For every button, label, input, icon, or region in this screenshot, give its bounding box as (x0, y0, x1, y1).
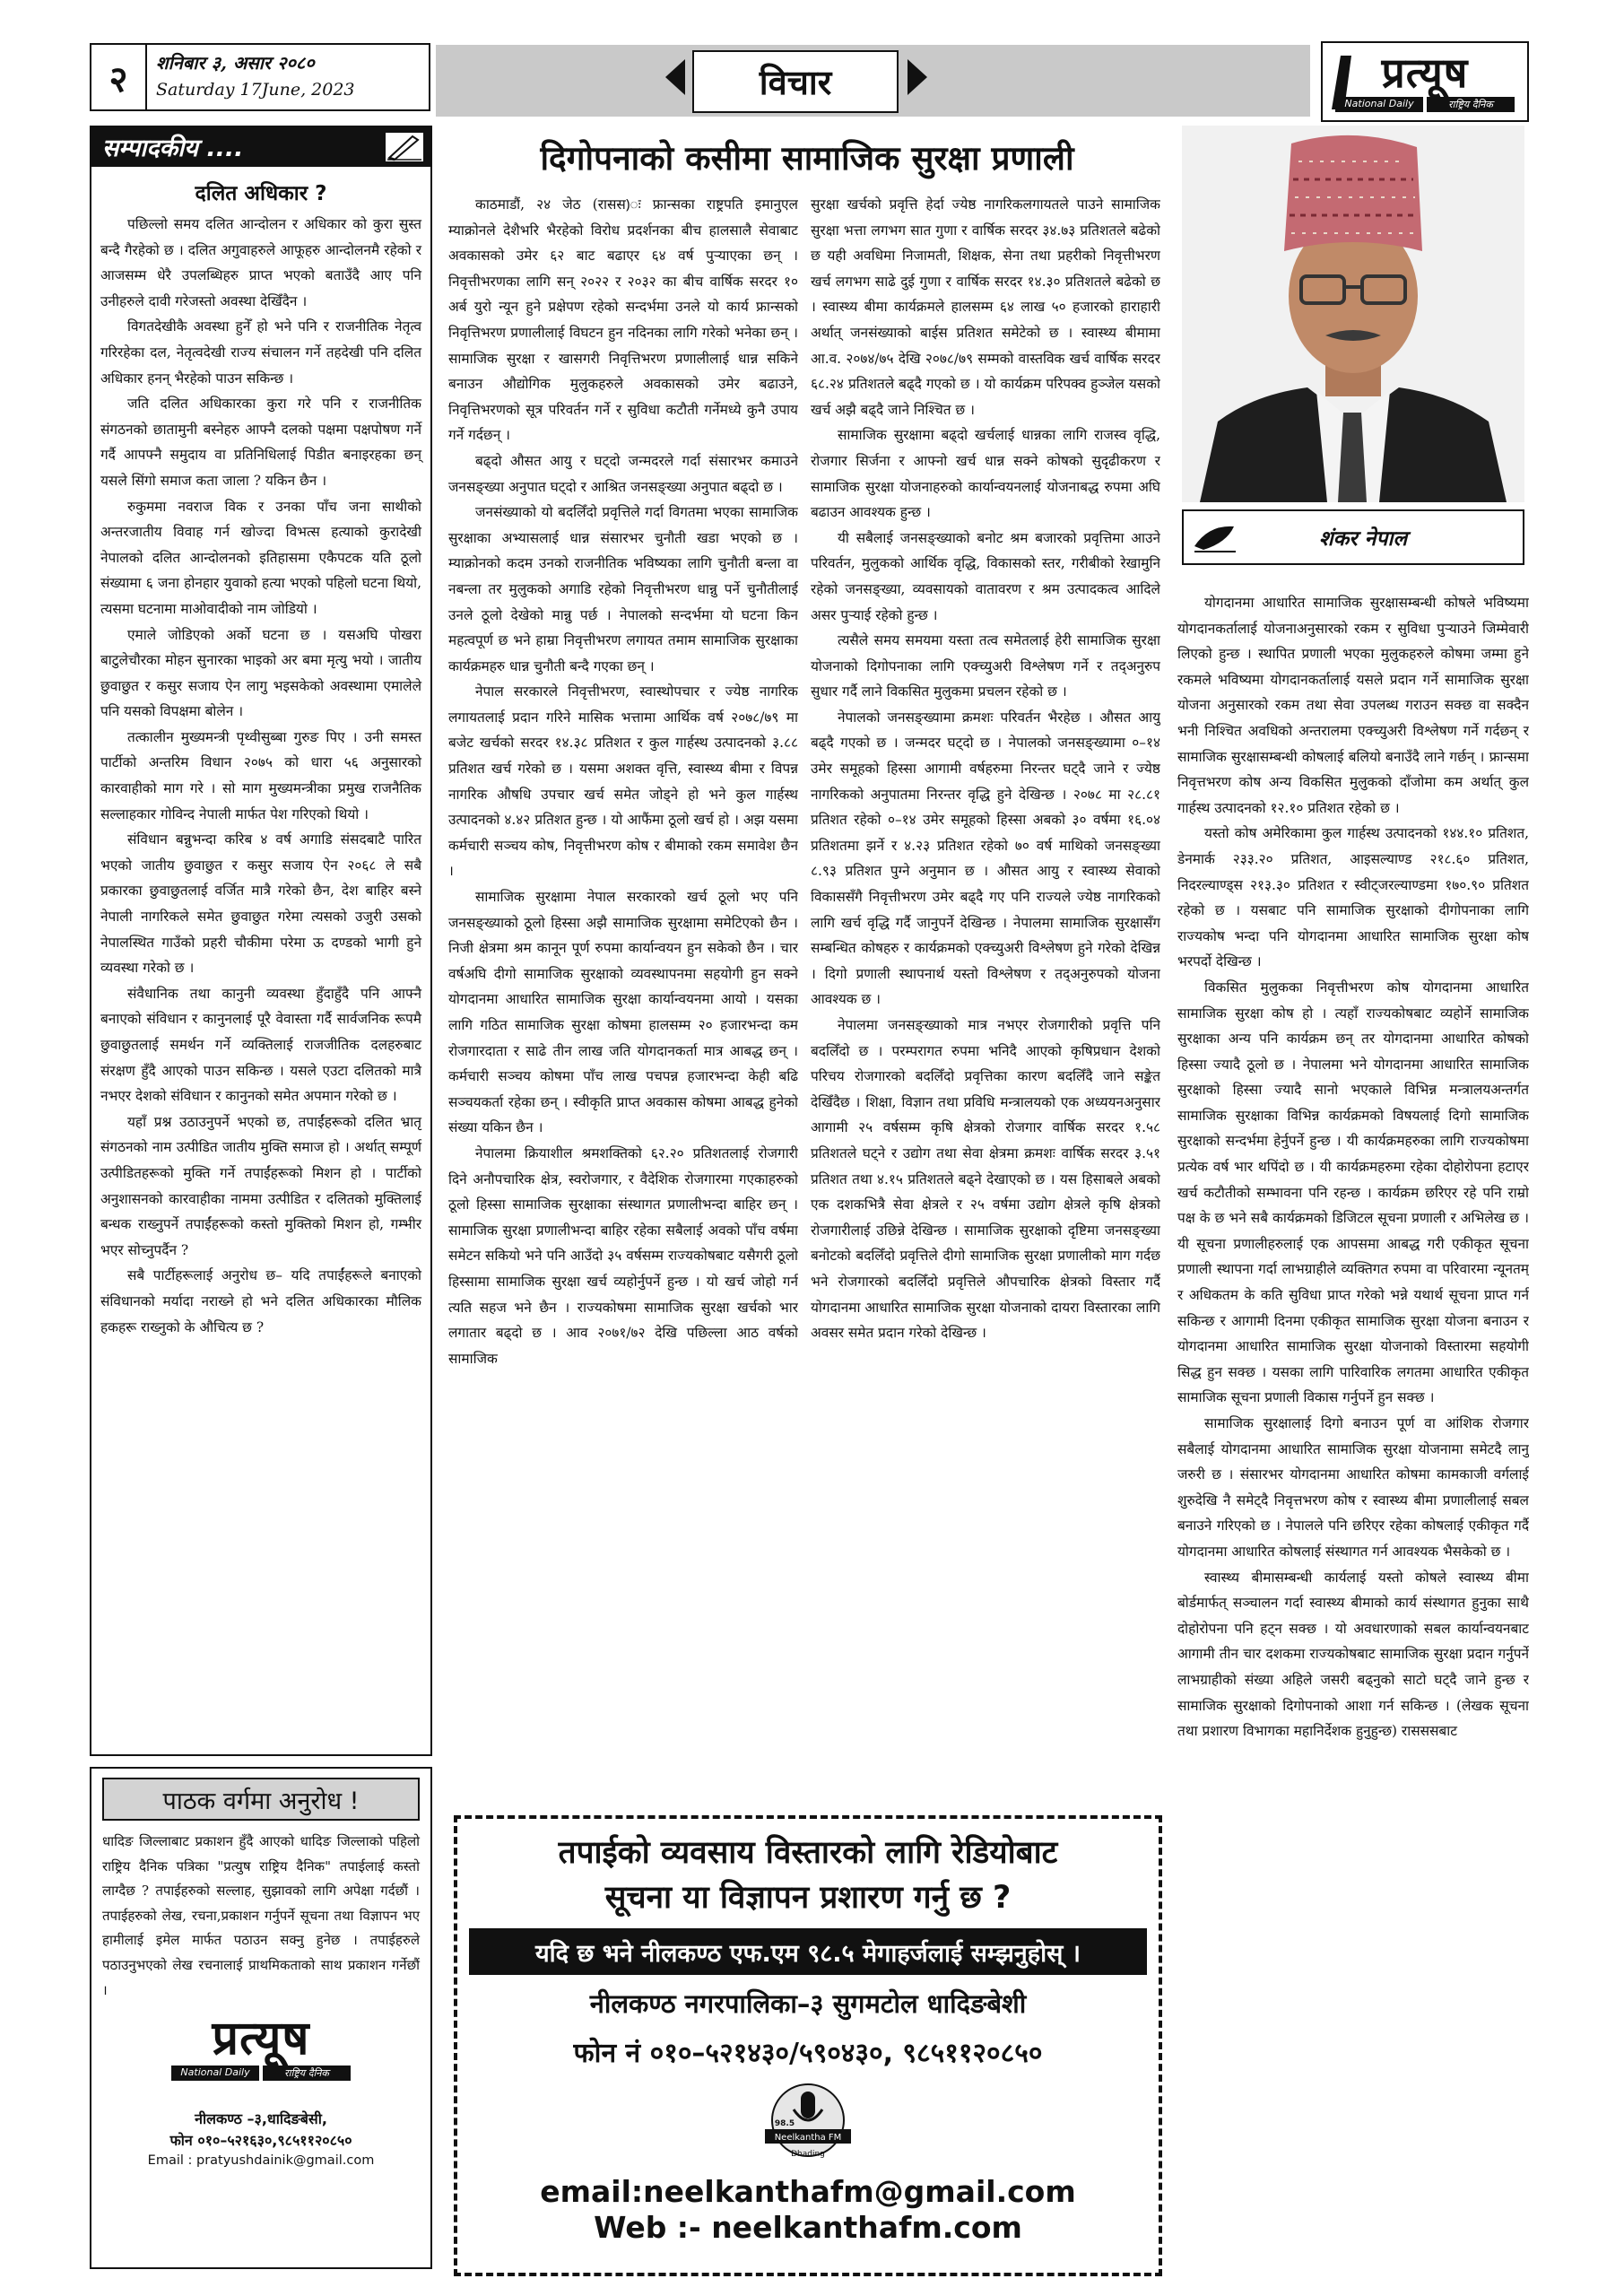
editorial-body (100, 212, 421, 1340)
paragraph: यहाँ प्रश्न उठाउनुपर्ने भएको छ, तपाईंहरूको दलित भ्रातृ संगठनको नाम उत्पीडित जातीय मुक्ति समाज हो । अर्थात् सम्पूर्ण उत्पीडितहरूको मुक्ति गर्ने तपाईंहरूको मिशन हो । पार्टीको अनुशासनको कारवाहीका नाममा उत्पीडित र दलितको मुक्तिलाई बन्धक राख्नुपर्ने तपाईंहरूको कस्तो मुक्तिको मिशन हो, गम्भीर भएर सोच्नुपर्दैन ? (100, 1113, 421, 1258)
editorial-heading (90, 126, 432, 167)
logo-sub-np: राष्ट्रिय दैनिक (1427, 97, 1515, 112)
paragraph: सामाजिक सुरक्षामा बढ्दो खर्चलाई धान्नका लागि राजस्व वृद्धि, रोजगार सिर्जना र आफ्नो खर्च धान्न सक्ने कोषको सुदृढीकरण र सामाजिक सुरक्षा योजनाहरुको कार्यान्वयनलाई योजनाबद्ध रुपमा अघि बढाउन आवश्यक हुन्छ । (811, 427, 1160, 521)
fm-logo (752, 2079, 864, 2165)
logo-subtitle (1335, 97, 1515, 112)
paragraph: विकसित मुलुकका निवृत्तीभरण कोष योगदानमा आधारित सामाजिक सुरक्षा कोष हो । त्यहाँ राज्यकोषबाट व्यहोर्ने सामाजिक सुरक्षाका अन्य पनि कार्यक्रम छन् तर योगदानमा आधारित कोषको हिस्सा ज्यादै ठूलो छ । नेपालमा भने योगदानमा आधारित सामाजिक सुरक्षाको हिस्सा ज्यादै सानो भएकाले विभिन्न मन्त्रालयअन्तर्गत सामाजिक सुरक्षाका विभिन्न कार्यक्रमको विषयलाई दिगो सामाजिक सुरक्षाको सन्दर्भमा हेर्नुपर्ने हुन्छ । यी कार्यक्रमहरुका लागि राज्यकोषमा प्रत्येक वर्ष भार थपिंदो छ । यी कार्यक्रमहरुमा रहेका दोहोरोपना हटाएर खर्च कटौतीको सम्भावना पनि रहन्छ । कार्यक्रम छरिएर रहे पनि राम्रो पक्ष के छ भने सबै कार्यक्रमको डिजिटल सूचना प्रणाली र अभिलेख छ । यी सूचना प्रणालीहरुलाई एक आपसमा आबद्ध गरी एकीकृत सूचना प्रणाली स्थापना गर्दा लाभग्राहीले व्यक्तिगत रुपमा वा परिवारमा न्यूनतम् र अधिकतम के कति सुविधा प्राप्त गरेको भन्ने यथार्थ सूचना प्राप्त गर्न सकिन्छ र आगामी दिनमा एकीकृत सामाजिक सुरक्षा योजना बनाउन र योगदानमा आधारित सामाजिक सुरक्षा योजनाको विस्तारमा सहयोगी सिद्ध हुन सक्छ । यसका लागि पारिवारिक लगतमा आधारित एकीकृत सामाजिक सूचना प्रणाली विकास गर्नुपर्ने हुन सक्छ । (1177, 978, 1529, 1406)
date-text (147, 45, 364, 109)
paragraph: विगतदेखीकै अवस्था हुनेँ हो भने पनि र राजनीतिक नेतृत्व गरिरहेका दल, नेतृत्वदेखी राज्य संचालन गर्ने तहदेखी पनि दलित अधिकार हनन् भैरहेको पाउन सकिन्छ । (100, 318, 421, 387)
date-english: Saturday 17June, 2023 (156, 80, 355, 100)
ad-line-3: यदि छ भने नीलकण्ठ एफ.एम ९८.५ मेगाहर्जलाई सम्झनुहोस् । (469, 1928, 1147, 1975)
author-photo (1182, 126, 1524, 502)
paragraph: सामाजिक सुरक्षालाई दिगो बनाउन पूर्ण वा आंशिक रोजगार सबैलाई योगदानमा आधारित सामाजिक सुरक्षा योजनामा समेटदै लानु जरुरी छ । संसारभर योगदानमा आधारित कोषमा कामकाजी वर्गलाई शुरुदेखि नै समेट्दै निवृत्तभरण कोष र स्वास्थ्य बीमा प्रणालीलाई सबल बनाउने गरिएको छ । नेपालले पनि छरिएर रहेका कोषलाई एकीकृत गर्दै योगदानमा आधारित कोषलाई संस्थागत गर्न आवश्यक भैसकेको छ । (1177, 1415, 1529, 1560)
reader-request-logo (162, 2012, 360, 2101)
reader-logo-sub-np: राष्ट्रिय दैनिक (263, 2066, 351, 2081)
paragraph: जति दलित अधिकारका कुरा गरे पनि र राजनीतिक संगठनको छातामुनी बस्नेहरु आफ्नै दलको पक्षमा पक्षपोषण गर्ने गर्दै आपफ्नै समुदाय वा प्रतिनिधिलाई पिडीत बनाइरहका छन् यसले सिंगो समाज कता जाला ? यकिन छैन । (100, 396, 421, 489)
reader-request-address (99, 2109, 423, 2152)
pen-nib-icon (1191, 519, 1239, 555)
ad-line-2: सूचना या विज्ञापन प्रशारण गर्नु छ ? (604, 1880, 1012, 1916)
paragraph: संविधान बन्नुभन्दा करिब ४ वर्ष अगाडि संसदबाटै पारित भएको जातीय छुवाछुत र कसुर सजाय ऐन २०६८ ले सबै प्रकारका छुवाछुतलाई वर्जित मात्रै गरेको छैन, देश बाहिर बस्ने नेपाली नागरिकले समेत छुवाछुत गरेमा त्यसको उजुरी उसको नेपालस्थित गाउँको प्रहरी चौकीमा परेमा ऊ दण्डको भागी हुने व्यवस्था गरेको छ । (100, 831, 421, 977)
paragraph: सुरक्षा खर्चको प्रवृत्ति हेर्दा ज्येष्ठ नागरिकलगायतले पाउने सामाजिक सुरक्षा भत्ता लगभग सात गुणा र वार्षिक सरदर ३४.७३ प्रतिशतले बढेको छ यही अवधिमा निजामती, शिक्षक, सेना तथा प्रहरीको निवृत्तीभरण खर्च लगभग साढे दुई गुणा र वार्षिक सरदर १४.३० प्रतिशतले बढेको छ । स्वास्थ्य बीमा कार्यक्रमले हालसम्म ६४ लाख ५० हजारको हाराहारी अर्थात् जनसंख्याको बाईस प्रतिशत समेटेको छ । स्वास्थ्य बीमामा आ.व. २०७४/७५ देखि २०७८/७९ सम्मको वास्तविक खर्च वार्षिक सरदर ६८.२४ प्रतिशतले बढ्दै गएको छ । यो कार्यक्रम परिपक्व हुञ्जेल यसको खर्च अझै बढ्दै जाने निश्चित छ । (811, 196, 1160, 418)
ad-line-1: तपाईको व्यवसाय विस्तारको लागि रेडियोबाट (558, 1835, 1058, 1871)
paragraph: यी सबैलाई जनसङ्ख्याको बनोट श्रम बजारको प्रवृत्तिमा आउने परिवर्तन, मुलुकको आर्थिक वृद्धि, विकासको स्तर, गरीबीको रेखामुनि रहेको जनसङ्ख्या, व्यवसायको वातावरण र श्रम उत्पादकत्व आदिले असर पुऱ्याई रहेको हुन्छ । (811, 529, 1160, 623)
reader-request-email[interactable]: Email : pratyushdainik@gmail.com (147, 2153, 375, 2169)
ad-line-5: फोन नं ०१०–५२१४३०/५९०४३०, ९८५११२०८५० (573, 2038, 1043, 2069)
pen-icon (386, 133, 423, 161)
paragraph: यस्तो कोष अमेरिकामा कुल गार्हस्थ उत्पादनको १४४.१० प्रतिशत, डेनमार्क २३३.२० प्रतिशत, आइसल्याण्ड २१८.६० प्रतिशत, निदरल्याण्ड्स २१३.३० प्रतिशत र स्वीट्जरल्याण्डमा १७०.९० प्रतिशत रहेको छ । यसबाट पनि सामाजिक सुरक्षाको दीगोपनाका लागि राज्यकोष भन्दा पनि योगदानमा आधारित सामाजिक सुरक्षा कोष भरपर्दो देखिन्छ । (1177, 825, 1529, 970)
article-column-1 (448, 192, 798, 1806)
article-title: दिगोपनाको कसीमा सामाजिक सुरक्षा प्रणाली (540, 138, 1074, 178)
ad-website[interactable]: Web :- neelkanthafm.com (594, 2210, 1022, 2245)
article-column-2 (811, 192, 1160, 1806)
date-box (90, 43, 430, 111)
section-title: विचार (692, 50, 899, 113)
reader-logo-title: प्रत्यूष (212, 2012, 310, 2066)
arrow-left-icon (665, 59, 685, 95)
paragraph: योगदानमा आधारित सामाजिक सुरक्षासम्बन्धी कोषले भविष्यमा योगदानकर्तालाई योजनाअनुसारको रकम र सुविधा पुऱ्याउने जिम्मेवारी लिएको हुन्छ । स्थापित प्रणाली भएका मुलुकहरुले कोषमा जम्मा हुने रकमले भविष्यमा योगदानकर्तालाई यसले प्रदान गर्ने सामाजिक सुरक्षा योजना अनुसारको रकम तथा सेवा उपलब्ध गराउन सक्छ वा सक्दैन भनी निश्चित अवधिको अन्तरालमा एक्च्युअरी विश्लेषण गर्ने गर्दछन् र सामाजिक सुरक्षासम्बन्धी कोषलाई बलियो बनाउँदै लाने गर्छन् । फ्रान्समा निवृत्तभरण कोष अन्य विकसित मुलुकको दाँजोमा कम अर्थात् कुल गार्हस्थ उत्पादनको १२.१० प्रतिशत रहेको छ । (1177, 595, 1529, 816)
date-nepali: शनिबार ३, असार २०८० (156, 52, 315, 74)
editorial-title: दलित अधिकार ? (195, 182, 327, 205)
arrow-right-icon (908, 59, 927, 95)
paragraph: स्वास्थ्य बीमासम्बन्धी कार्यलाई यस्तो कोषले स्वास्थ्य बीमा बोर्डमार्फत् सञ्चालन गर्दा स्वास्थ्य बीमाको कार्य संस्थागत हुनुका साथै दोहोरोपना पनि हट्न सक्छ । यो अवधारणाको सबल कार्यान्वयनबाट आगामी तीन चार दशकमा राज्यकोषबाट सामाजिक सुरक्षा प्रदान गर्नुपर्ने लाभग्राहीको संख्या अहिले जसरी बढ्नुको साटो घट्दै जाने हुन्छ र सामाजिक सुरक्षाको दिगोपनाको आशा गर्न सकिन्छ । (लेखक सूचना तथा प्रशारण विभागका महानिर्देशक हुनुहुन्छ) रासससबाट (1177, 1569, 1529, 1740)
reader-logo-subtitle (171, 2066, 351, 2081)
logo-mark-icon (1328, 50, 1355, 113)
reader-logo-sub-en: National Daily (171, 2066, 259, 2081)
ad-line-4: नीलकण्ठ नगरपालिका–३ सुगमटोल धादिङबेशी (589, 1988, 1027, 2019)
fm-logo-sub: Dhading (791, 2150, 825, 2159)
paragraph: तत्कालीन मुख्यमन्त्री पृथ्वीसुब्बा गुरुङ पिए । उनी समस्त पार्टीको अन्तरिम विधान २०७५ को धारा ५६ अनुसारको कारवाहीको माग गरे । सो माग मुख्यमन्त्रीका प्रमुख राजनैतिक सल्लाहकार गोविन्द नेपाली मार्फत पेश गरिएको थियो । (100, 728, 421, 822)
fm-logo-text: Neelkantha FM (774, 2133, 842, 2143)
logo-title: प्रत्यूष (1381, 48, 1469, 97)
paragraph: काठमाडौं, २४ जेठ (रासस)ः फ्रान्सका राष्ट्रपति इमानुएल म्याक्रोनले देशैभरि भैरहेको विरोध प्रदर्शनका बीच हालसालै सेवाबाट अवकासको उमेर ६२ बाट बढाएर ६४ वर्ष पुऱ्याएका छन् । निवृत्तीभरणका लागि सन् २०२२ र २०३२ का बीच वार्षिक सरदर १० अर्ब युरो न्यून हुने प्रक्षेपण रहेको सन्दर्भमा उनले यो कार्य फ्रान्सको निवृत्तिभरण प्रणालीलाई विघटन हुन नदिनका लागि गरेको भनेका छन् । सामाजिक सुरक्षा र खासगरी निवृत्तिभरण प्रणालीलाई धान्न सकिने बनाउन औद्योगिक मुलुकहरुले अवकासको उमेर बढाउने, निवृत्तिभरणको सूत्र परिवर्तन गर्ने र सुविधा कटौती गर्नेमध्ये कुनै उपाय गर्ने गर्दछन् । (448, 196, 798, 444)
paragraph: नेपालमा जनसङ्ख्याको मात्र नभएर रोजगारीको प्रवृत्ति पनि बदलिँदो छ । परम्परागत रुपमा भनिदै आएको कृषिप्रधान देशको परिचय रोजगारको बदलिँदो प्रवृत्तिका कारण बदलिँदै जाने सङ्केत देखिँदैछ । शिक्षा, विज्ञान तथा प्रविधि मन्त्रालयको एक अध्ययनअनुसार आगामी २५ वर्षसम्म कृषि क्षेत्रको रोजगार वार्षिक सरदर १.५८ प्रतिशतले घट्ने र उद्योग तथा सेवा क्षेत्रमा क्रमशः वार्षिक सरदर ३.५१ प्रतिशत तथा ४.१५ प्रतिशतले बढ्ने देखाएको छ । यस हिसाबले अबको एक दशकभित्रै सेवा क्षेत्रले र २५ वर्षमा उद्योग क्षेत्रले कृषि क्षेत्रको रोजगारीलाई उछिन्ने देखिन्छ । सामाजिक सुरक्षाको दृष्टिमा जनसङ्ख्या बनोटको बदलिँदो प्रवृत्तिले दीगो सामाजिक सुरक्षा प्रणालीको माग गर्दछ भने रोजगारको बदलिँदो प्रवृत्तिले औपचारिक क्षेत्रको विस्तार गर्दै योगदानमा आधारित सामाजिक सुरक्षा योजनाको दायरा विस्तारका लागि अवसर समेत प्रदान गरेको देखिन्छ । (811, 1017, 1160, 1342)
article-column-3 (1177, 590, 1529, 2276)
reader-request-box (90, 1767, 432, 2269)
editorial-box (90, 167, 432, 1756)
editorial-heading-text: सम्पादकीय .... (102, 134, 244, 162)
author-name: शंकर नेपाल (1318, 527, 1408, 551)
logo-sub-en: National Daily (1335, 97, 1423, 112)
radio-advertisement (454, 1815, 1162, 2276)
paragraph: नेपाल सरकारले निवृत्तीभरण, स्वास्थोपचार र ज्येष्ठ नागरिक लगायतलाई प्रदान गरिने मासिक भत्तामा आर्थिक वर्ष २०७८/७९ मा बजेट खर्चको सरदर १४.३८ प्रतिशत र कुल गार्हस्थ उत्पादनको ३.८८ प्रतिशत खर्च गरेको छ । यसमा अशक्त वृत्ति, स्वास्थ्य बीमा र विपन्न नागरिक औषधि उपचार खर्च समेत जोड्ने हो भने कुल गार्हस्थ उत्पादनको ४.४२ प्रतिशत हुन्छ । यो आफैंमा ठूलो खर्च हो । अझ यसमा कर्मचारी सञ्चय कोष, निवृत्तीभरण कोष र बीमाको रकम समावेश छैन । (448, 683, 798, 880)
page-number: २ (91, 45, 147, 109)
author-byline (1182, 509, 1524, 565)
phone-line: फोन ०१०–५२१६३०,९८५११२०८५० (169, 2132, 352, 2150)
paragraph: नेपालको जनसङ्ख्यामा क्रमशः परिवर्तन भैरहेछ । औसत आयु बढ्दै गएको छ । जन्मदर घट्दो छ । नेपालको जनसङ्ख्यामा ०–१४ उमेर समूहको हिस्सा आगामी वर्षहरुमा निरन्तर घट्दै जाने र ज्येष्ठ नागरिकको अनुपातमा निरन्तर वृद्धि हुने देखिन्छ । २०७८ मा २८.८१ प्रतिशत रहेको ०–१४ उमेर समूहको हिस्सा अबको ३० वर्षमा १६.०४ प्रतिशतमा झर्ने र ४.२३ प्रतिशत रहेको ७० वर्ष माथिको जनसङ्ख्या ८.९३ प्रतिशत पुग्ने अनुमान छ । औसत आयु र स्वास्थ्य सेवाको विकाससँगै निवृत्तीभरण उमेर बढ्दै गए पनि राज्यले ज्येष्ठ नागरिकको लागि खर्च वृद्धि गर्दै जानुपर्ने देखिन्छ । नेपालमा सामाजिक सुरक्षासँग सम्बन्धित कोषहरु र कार्यक्रमको एक्च्युअरी विश्लेषण हुने गरेको देखिन्न । दिगो प्रणाली स्थापनार्थ यस्तो विश्लेषण र तद्अनुरुपको योजना आवश्यक छ । (811, 709, 1160, 1008)
paragraph: सबै पार्टीहरूलाई अनुरोध छ– यदि तपाईंहरूले बनाएको संविधानको मर्यादा नराख्ने हो भने दलित अधिकारका मौलिक हकहरू राख्नुको के औचित्य छ ? (100, 1267, 421, 1335)
author-portrait-icon (1182, 126, 1524, 502)
paragraph: नेपालमा क्रियाशील श्रमशक्तिको ६२.२० प्रतिशतलाई रोजगारी दिने अनौपचारिक क्षेत्र, स्वरोजगार, र वैदेशिक रोजगारमा गएकाहरुको ठूलो हिस्सा सामाजिक सुरक्षाका संस्थागत प्रणालीभन्दा बाहिर छन् । सामाजिक सुरक्षा प्रणालीभन्दा बाहिर रहेका सबैलाई अवको पाँच वर्षमा समेटन सकियो भने पनि आउँदो ३५ वर्षसम्म राज्यकोषबाट यसैगरी ठूलो हिस्सामा सामाजिक सुरक्षा खर्च व्यहोर्नुपर्ने हुन्छ । यो खर्च जोहो गर्न त्यति सहज भने छैन । राज्यकोषमा सामाजिक सुरक्षा खर्चको भार लगातार बढ्दो छ । आव २०७१/७२ देखि पछिल्ला आठ वर्षको सामाजिक (448, 1144, 798, 1367)
masthead-logo (1321, 41, 1529, 122)
reader-request-text: धादिङ जिल्लाबाट प्रकाशन हुँदै आएको धादिङ जिल्लाको पहिलो राष्ट्रिय दैनिक पत्रिका "प्रत्युष राष्ट्रिय दैनिक" तपाईलाई कस्तो लाग्दैछ ? तपाईहरुको सल्लाह, सुझावको लागि अपेक्षा गर्दछौं । तपाईहरुको लेख, रचना,प्रकाशन गर्नुपर्ने सूचना तथा विज्ञापन भए हामीलाई इमेल मार्फत पठाउन सक्नु हुनेछ । तपाईहरुले पठाउनुभएको लेख रचनालाई प्राथमिकताको साथ प्रकाशन गर्नेछौं । (102, 1833, 420, 1998)
paragraph: पछिल्लो समय दलित आन्दोलन र अधिकार को कुरा सुस्त बन्दै गैरहेको छ । दलित अगुवाहरुले आफूहरु आन्दोलनमै रहेको र आजसम्म धेरै उपलब्धिहरु प्राप्त भएको बताउँदै आए पनि उनीहरुले दावी गरेजस्तो अवस्था देखिँदैन । (100, 216, 421, 309)
paragraph: एमाले जोडिएको अर्को घटना छ । यसअघि पोखरा बाटुलेचौरका मोहन सुनारका भाइको अर बमा मृत्यु भयो । जातीय छुवाछुत र कसुर सजाय ऐन लागु भइसकेको अवस्थामा एमालेले पनि यसको विपक्षमा बोलेन । (100, 626, 421, 720)
fm-logo-freq: 98.5 (774, 2119, 795, 2128)
paragraph: बढ्दो औसत आयु र घट्दो जन्मदरले गर्दा संसारभर कमाउने जनसङ्ख्या अनुपात घट्दो र आश्रित जनसङ्ख्या अनुपात बढ्दो छ । (448, 452, 798, 495)
paragraph: संवैधानिक तथा कानुनी व्यवस्था हुँदाहुँदै पनि आफ्नै बनाएको संविधान र कानुनलाई पूरै वेवास्ता गर्दै सार्वजनिक रूपमै छुवाछुतलाई समर्थन गर्ने व्यक्तिलाई राजजीतिक दलहरुबाट संरक्षण हुँदै आएको पाउन सकिन्छ । यसले एउटा दलितको मात्रै नभएर देशको संविधान र कानुनको समेत अपमान गरेको छ । (100, 985, 421, 1105)
address-line: नीलकण्ठ –३,धादिङबेसी, (195, 2110, 327, 2128)
ad-email[interactable]: email:neelkanthafm@gmail.com (540, 2174, 1076, 2209)
paragraph: सामाजिक सुरक्षामा नेपाल सरकारको खर्च ठूलो भए पनि जनसङ्ख्याको ठूलो हिस्सा अझै सामाजिक सुरक्षामा समेटिएको छैन । निजी क्षेत्रमा श्रम कानून पूर्ण रुपमा कार्यान्वयन हुन सकेको छैन । चार वर्षअघि दीगो सामाजिक सुरक्षाको व्यवस्थापनमा सहयोगी हुन सक्ने योगदानमा आधारित सामाजिक सुरक्षा कार्यान्वयनमा आयो । यसका लागि गठित सामाजिक सुरक्षा कोषमा हालसम्म २० हजारभन्दा कम रोजगारदाता र साढे तीन लाख जति योगदानकर्ता मात्र आबद्ध छन् । कर्मचारी सञ्चय कोषमा पाँच लाख पचपन्न हजारभन्दा केही बढि सञ्चयकर्ता रहेका छन् । स्वीकृति प्राप्त अवकास कोषमा आबद्ध हुनेको संख्या यकिन छैन । (448, 889, 798, 1136)
reader-request-heading: पाठक वर्गमा अनुरोध ! (102, 1778, 420, 1821)
paragraph: जनसंख्याको यो बदलिँदो प्रवृत्तिले गर्दा विगतमा भएका सामाजिक सुरक्षाका अभ्यासलाई धान्न संसारभर चुनौती खडा भएको छ । म्याक्रोनको कदम उनको राजनीतिक भविष्यका लागि चुनौती बन्ला वा नबन्ला तर मुलुकको अगाडि रहेको निवृत्तीभरण धान्नु पर्ने चुनौतीलाई उनले ठूलो देखेको मान्नु पर्छ । नेपालको सन्दर्भमा यो घटना किन महत्वपूर्ण छ भने हाम्रा निवृत्तीभरण लगायत तमाम सामाजिक सुरक्षाका कार्यक्रमहरु धान्न चुनौती बन्दै गएका छन् । (448, 504, 798, 674)
paragraph: रुकुममा नवराज विक र उनका पाँच जना साथीको अन्तरजातीय विवाह गर्न खोज्दा विभत्स हत्याको कुरादेखी नेपालको दलित आन्दोलनको इतिहासमा एकैपटक यति ठूलो संख्यामा ६ जना होनहार युवाको हत्या भएको पहिलो घटना थियो, त्यसमा घटनामा माओवादीको नाम जोडियो । (100, 498, 421, 617)
paragraph: त्यसैले समय समयमा यस्ता तत्व समेतलाई हेरी सामाजिक सुरक्षा योजनाको दिगोपनाका लागि एक्च्युअरी विश्लेषण गर्ने र तद्अनुरुप सुधार गर्दै लाने विकसित मुलुकमा प्रचलन रहेको छ । (811, 632, 1160, 700)
